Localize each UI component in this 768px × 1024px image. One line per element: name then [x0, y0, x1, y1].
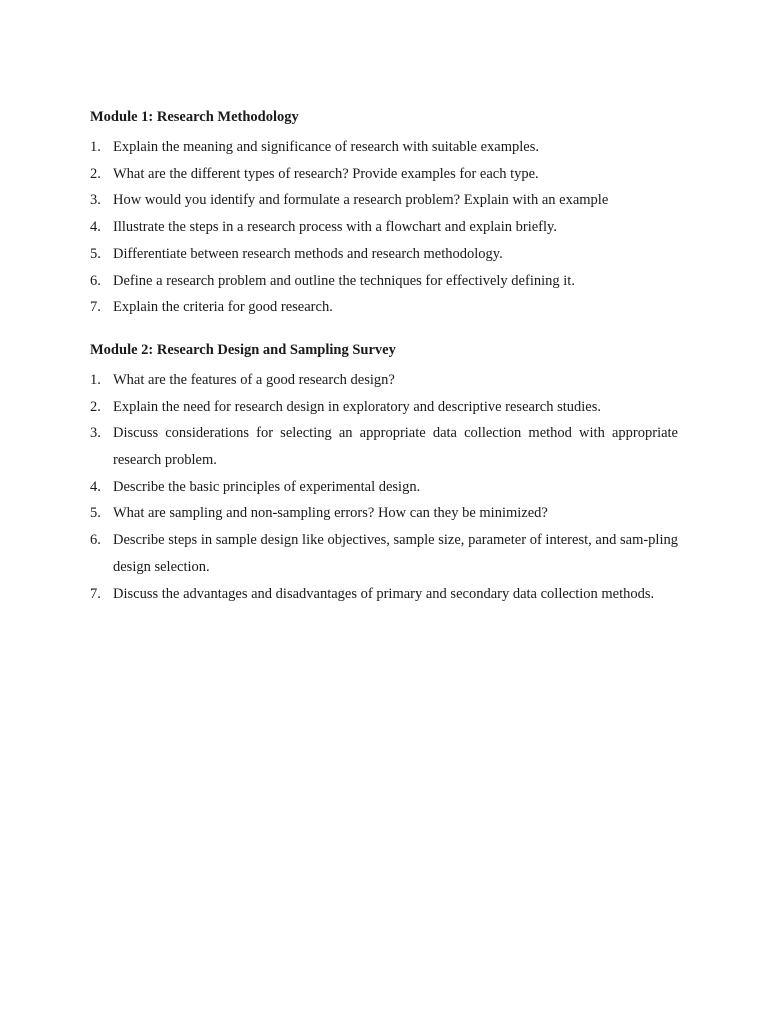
question-number: 2. — [90, 165, 101, 182]
module-1-title: Module 1: Research Methodology — [90, 109, 299, 125]
question-text: Discuss the advantages and disadvantages of primary and secondary data collection methods. — [113, 585, 655, 602]
module-1-section — [90, 107, 678, 321]
question-number: 1. — [90, 139, 101, 155]
question-text: Discuss considerations for selecting an appropriate data collection method with appropriate research problem. — [113, 425, 678, 469]
list-item — [90, 527, 678, 580]
question-text: Explain the criteria for good research. — [113, 299, 333, 316]
question-text: What are sampling and non-sampling errors? How can they be minimized? — [113, 505, 548, 522]
module-2-question-list — [90, 367, 678, 607]
question-text: What are the features of a good research design? — [113, 371, 395, 388]
list-item — [90, 394, 678, 421]
list-item — [90, 581, 678, 608]
list-item — [90, 420, 678, 473]
list-item — [90, 294, 678, 321]
question-text: Differentiate between research methods and research methodology. — [113, 245, 503, 262]
question-number: 6. — [90, 272, 101, 289]
module-2-section — [90, 340, 678, 607]
question-text: Explain the need for research design in exploratory and descriptive research studies. — [113, 398, 601, 415]
question-number: 4. — [90, 478, 101, 495]
list-item — [90, 474, 678, 501]
list-item — [90, 241, 678, 268]
question-number: 7. — [90, 299, 101, 316]
list-item — [90, 214, 678, 241]
question-number: 2. — [90, 398, 101, 415]
question-text: Illustrate the steps in a research process with a flowchart and explain briefly. — [113, 219, 557, 236]
list-item — [90, 367, 678, 394]
question-text: Describe steps in sample design like objectives, sample size, parameter of interest, and sam-pling design selection. — [113, 532, 678, 575]
list-item — [90, 134, 678, 161]
question-number: 5. — [90, 245, 101, 262]
question-number: 3. — [90, 192, 101, 209]
question-number: 7. — [90, 585, 101, 602]
list-item — [90, 161, 678, 188]
question-number: 6. — [90, 532, 101, 549]
module-1-question-list — [90, 134, 678, 321]
document-page — [90, 107, 678, 607]
module-2-title: Module 2: Research Design and Sampling Survey — [90, 341, 396, 358]
question-text: How would you identify and formulate a research problem? Explain with an example — [113, 192, 609, 209]
list-item — [90, 187, 678, 214]
list-item — [90, 500, 678, 527]
question-text: Define a research problem and outline the techniques for effectively defining it. — [113, 272, 575, 289]
question-text: Explain the meaning and significance of research with suitable examples. — [113, 139, 539, 155]
question-number: 1. — [90, 371, 101, 388]
question-number: 3. — [90, 425, 101, 442]
question-text: What are the different types of research? Provide examples for each type. — [113, 165, 539, 182]
question-number: 5. — [90, 505, 101, 522]
question-number: 4. — [90, 219, 101, 236]
question-text: Describe the basic principles of experimental design. — [113, 478, 421, 495]
list-item — [90, 268, 678, 295]
